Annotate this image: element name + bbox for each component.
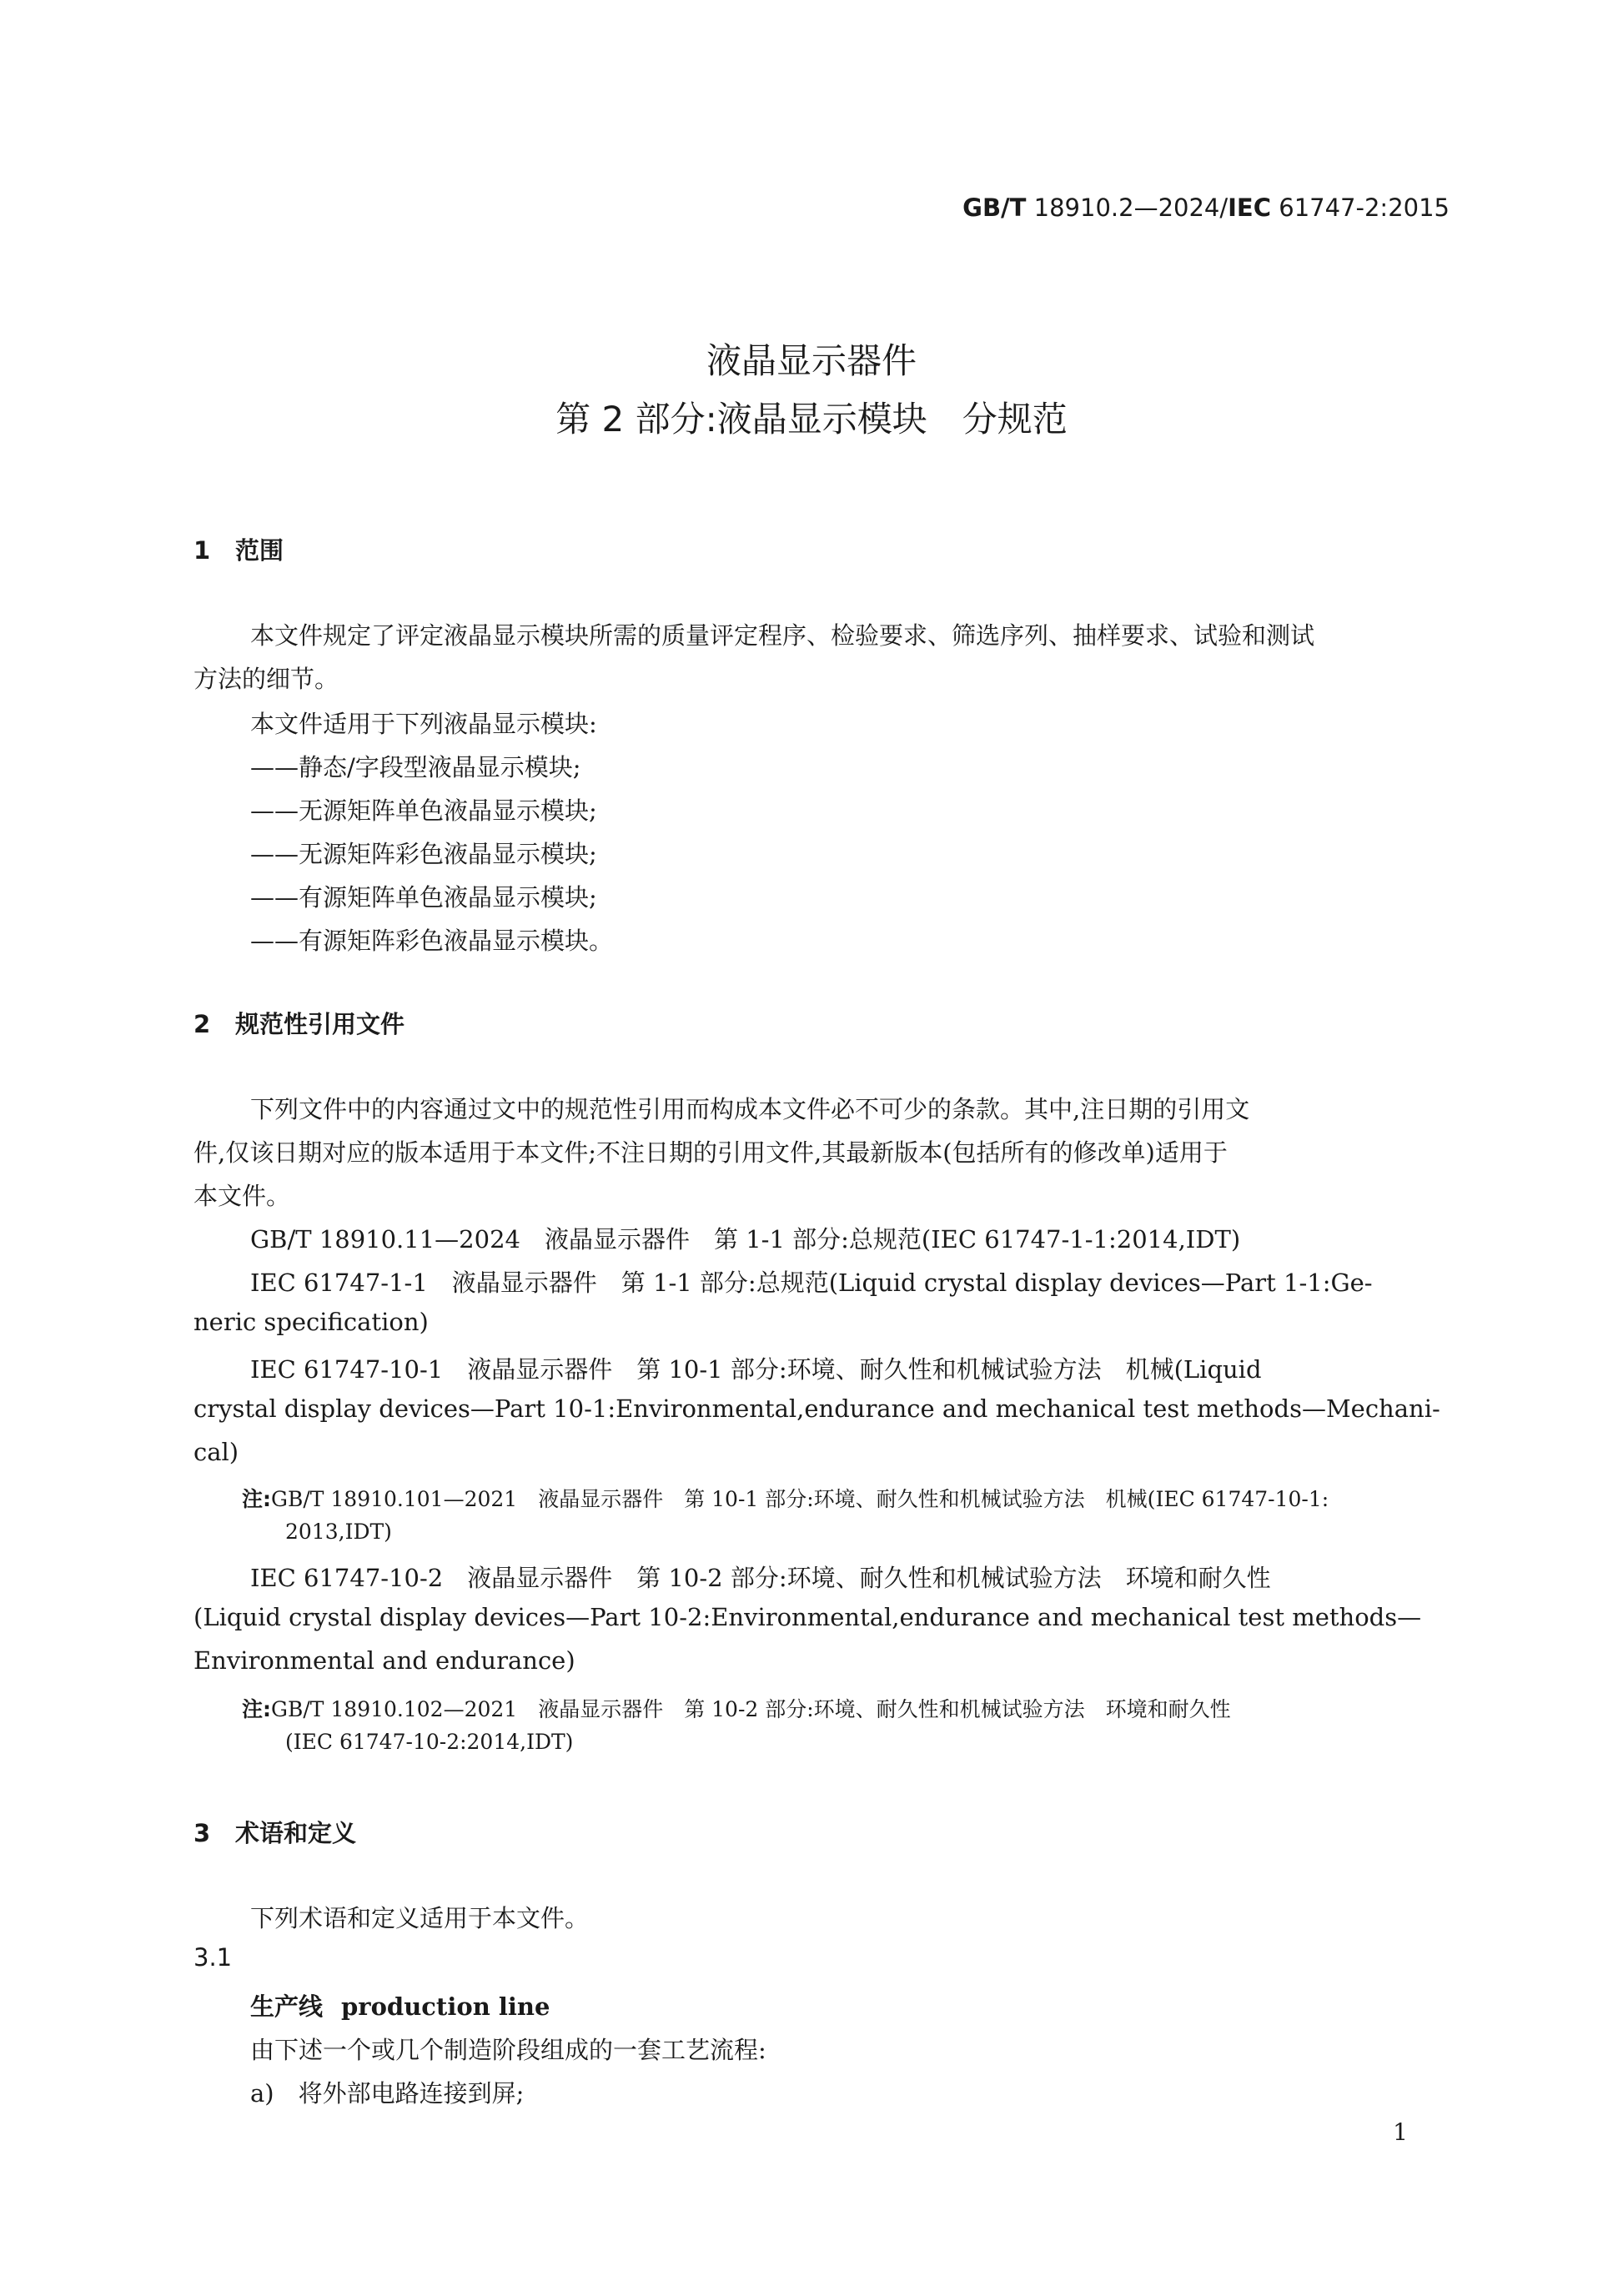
std-prefix-gbt: GB/T [962,193,1027,222]
s2-intro-line2: 件,仅该日期对应的版本适用于本文件;不注日期的引用文件,其最新版本(包括所有的修改单)适用于 [193,1138,1228,1167]
note-2-line2: (IEC 61747-10-2:2014,IDT) [285,1730,574,1754]
term-chinese: 生产线 [250,1992,324,2021]
term-definition: 由下述一个或几个制造阶段组成的一套工艺流程: [250,2036,766,2064]
note-text: GB/T 18910.102—2021 液晶显示器件 第 10-2 部分:环境、耐久性和机械试验方法 环境和耐久性 [271,1697,1231,1721]
note-2-line1 [242,1693,1231,1723]
term-english: production line [341,1992,550,2021]
section-3-heading [193,1815,356,1849]
section-2-heading [193,1006,404,1040]
list-item: ——无源矩阵彩色液晶显示模块; [250,840,597,868]
s2-intro-line1: 下列文件中的内容通过文中的规范性引用而构成本文件必不可少的条款。其中,注日期的引用文 [250,1095,1250,1123]
note-1-line1 [242,1483,1329,1513]
reference-3-line1: IEC 61747-10-1 液晶显示器件 第 10-1 部分:环境、耐久性和机械试验方法 机械(Liquid [250,1355,1262,1384]
s1-para1-line2: 方法的细节。 [193,665,339,693]
page-number: 1 [1393,2118,1408,2146]
doc-title-line2: 第 2 部分:液晶显示模块 分规范 [555,399,1068,440]
list-item: ——无源矩阵单色液晶显示模块; [250,796,597,825]
reference-2-line2: neric specification) [193,1308,429,1336]
note-label: 注: [242,1487,271,1511]
section-1-heading [193,532,284,566]
subclause-number: 3.1 [193,1943,233,1972]
list-item: ——有源矩阵彩色液晶显示模块。 [250,927,614,955]
std-number: 18910.2—2024/ [1026,193,1229,222]
section-title: 规范性引用文件 [235,1010,405,1038]
doc-title-line1: 液晶显示器件 [706,340,917,381]
s1-para1-line1: 本文件规定了评定液晶显示模块所需的质量评定程序、检验要求、筛选序列、抽样要求、试验和测试 [250,621,1315,650]
section-title: 范围 [235,536,284,565]
s3-intro: 下列术语和定义适用于本文件。 [250,1904,590,1932]
reference-2-line1: IEC 61747-1-1 液晶显示器件 第 1-1 部分:总规范(Liquid crystal display devices—Part 1-1:Ge- [250,1269,1373,1297]
std-prefix-iec: IEC [1228,193,1272,222]
term-entry [250,1988,550,2022]
reference-4-line3: Environmental and endurance) [193,1646,575,1675]
s2-intro-line3: 本文件。 [193,1182,291,1210]
reference-1: GB/T 18910.11—2024 液晶显示器件 第 1-1 部分:总规范(IEC 61747-1-1:2014,IDT) [250,1225,1241,1254]
section-title: 术语和定义 [235,1819,357,1847]
s1-para2: 本文件适用于下列液晶显示模块: [250,710,597,738]
note-label: 注: [242,1697,271,1721]
reference-4-line2: (Liquid crystal display devices—Part 10-2:Environmental,endurance and mechanical test methods— [193,1603,1422,1631]
section-number: 2 [193,1010,211,1038]
list-item: ——有源矩阵单色液晶显示模块; [250,883,597,912]
note-text: GB/T 18910.101—2021 液晶显示器件 第 10-1 部分:环境、耐久性和机械试验方法 机械(IEC 61747-10-1: [271,1487,1329,1511]
reference-3-line2: crystal display devices—Part 10-1:Environmental,endurance and mechanical test methods—Mechani- [193,1394,1440,1423]
standard-code [962,193,1450,222]
reference-3-line3: cal) [193,1438,239,1466]
section-number: 1 [193,536,211,565]
definition-item-a: a) 将外部电路连接到屏; [250,2079,525,2108]
list-item: ——静态/字段型液晶显示模块; [250,753,581,781]
section-number: 3 [193,1819,211,1847]
reference-4-line1: IEC 61747-10-2 液晶显示器件 第 10-2 部分:环境、耐久性和机械试验方法 环境和耐久性 [250,1564,1271,1592]
iec-number: 61747-2:2015 [1271,193,1450,222]
note-1-line2: 2013,IDT) [285,1520,392,1544]
